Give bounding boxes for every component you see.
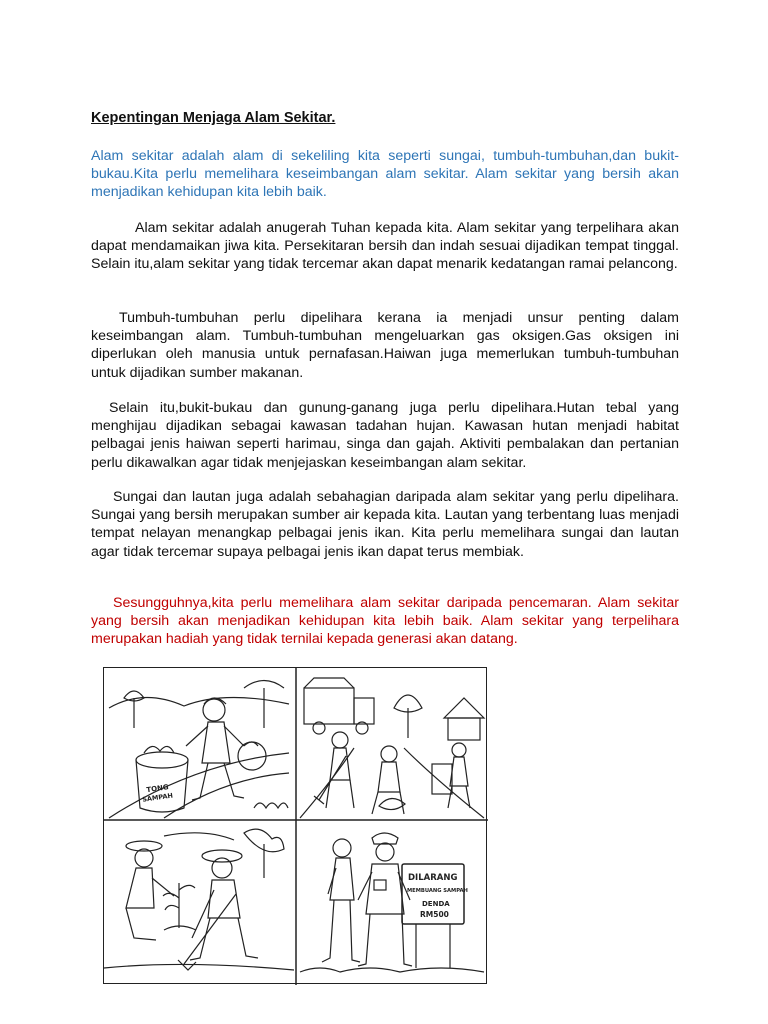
body-paragraph-4: Sungai dan lautan juga adalah sebahagian daripada alam sekitar yang perlu dipelihara. Sungai yang bersih merupakan sumber air kepada kita. Lautan yang terbentang luas menjadi tempat nelayan menangkap pelbagai jenis ikan. Kita perlu memelihara sungai dan lautan agar tidak tercemar supaya pelbagai jenis ikan dapat terus membiak. [91, 489, 679, 560]
sign-text-line2: MEMBUANG SAMPAH [407, 888, 468, 894]
bin-label-line2: SAMPAH [141, 791, 174, 804]
body-paragraph-2: Tumbuh-tumbuhan perlu dipelihara kerana ia menjadi unsur penting dalam keseimbangan alam. Tumbuh-tumbuhan mengeluarkan gas oksigen.Gas oksigen ini diperlukan oleh manusia untuk pernafasan.Haiwan juga memerlukan tumbuh-tumbuhan untuk dijadikan sumber makanan. [91, 310, 679, 381]
bin-label-line1: TONG [145, 783, 170, 795]
sign-text-line3: DENDA [422, 900, 450, 908]
conclusion-paragraph: Sesungguhnya,kita perlu memelihara alam sekitar daripada pencemaran. Alam sekitar yang bersih akan menjadikan kehidupan kita lebih baik. Alam sekitar yang terpelihara merupakan hadiah yang tidak ternilai kepada generasi akan datang. [91, 595, 679, 648]
page-title: Kepentingan Menjaga Alam Sekitar. [91, 110, 336, 126]
panel-3-planting-scene [104, 829, 294, 970]
intro-paragraph: Alam sekitar adalah alam di sekeliling kita seperti sungai, tumbuh-tumbuhan,dan bukit-bukau.Kita perlu memelihara keseimbangan alam sekitar. Alam sekitar yang bersih akan menjadikan kehidupan kita lebih baik. [91, 148, 679, 201]
sign-text-line4: RM500 [420, 910, 449, 919]
body-paragraph-1: Alam sekitar adalah anugerah Tuhan kepada kita. Alam sekitar yang terpelihara akan dapat mendamaikan jiwa kita. Persekitaran bersih dan indah sesuai dijadikan tempat tinggal. Selain itu,alam sekitar yang tidak tercemar akan dapat menarik kedatangan ramai pelancong. [91, 220, 679, 273]
sign-text-line1: DILARANG [408, 873, 458, 883]
panel-1-bin-scene [109, 681, 289, 819]
panel-2-cleaning-scene [300, 678, 484, 818]
illustration-panel [103, 667, 487, 984]
illustration-drawing [104, 668, 488, 985]
panel-4-warning-scene [300, 833, 484, 972]
body-paragraph-3: Selain itu,bukit-bukau dan gunung-ganang juga perlu dipelihara.Hutan tebal yang menghijau dijadikan sebagai kawasan tadahan hujan. Kawasan hutan menjadi habitat pelbagai jenis haiwan seperti harimau, singa dan gajah. Aktiviti pembalakan dan pertanian perlu dikawalkan agar tidak menjejaskan keseimbangan alam sekitar. [91, 400, 679, 471]
